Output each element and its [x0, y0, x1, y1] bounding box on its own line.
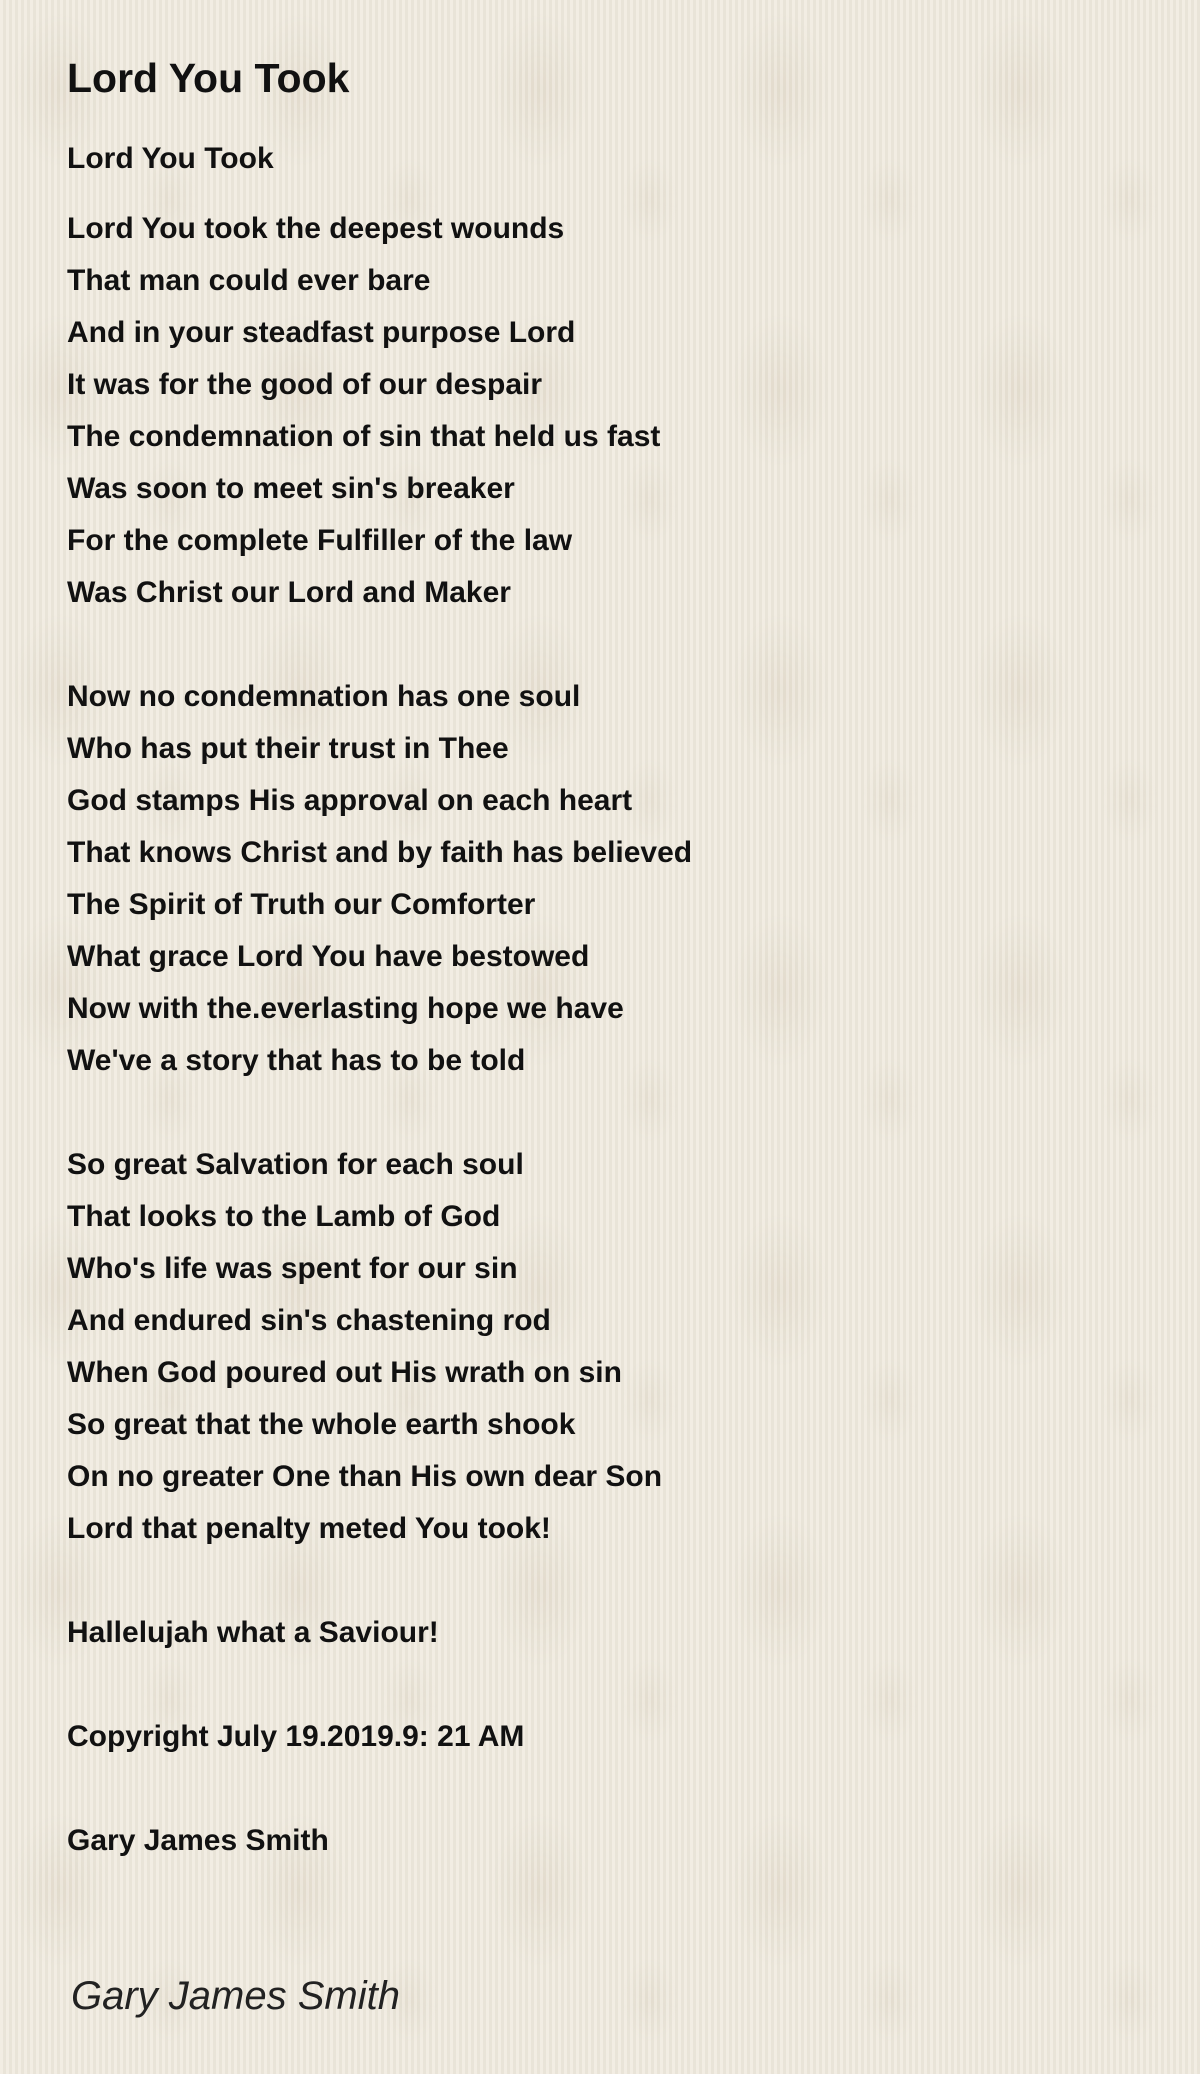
stanza-1 [67, 203, 1147, 619]
closing-exclamation [67, 1607, 1147, 1659]
poem-line: And endured sin's chastening rod [67, 1304, 551, 1337]
poem-subtitle: Lord You Took [67, 142, 274, 175]
stanza-3 [67, 1139, 1147, 1555]
copyright-text: Copyright July 19.2019.9: 21 AM [67, 1720, 525, 1753]
poem-line: So great Salvation for each soul [67, 1148, 524, 1181]
copyright-line [67, 1711, 1147, 1763]
poem-line: Was soon to meet sin's breaker [67, 472, 515, 505]
poem-line: What grace Lord You have bestowed [67, 940, 590, 973]
poem-line: Who's life was spent for our sin [67, 1252, 518, 1285]
poem-body [67, 142, 1147, 1867]
poem-line: Hallelujah what a Saviour! [67, 1616, 439, 1649]
poem-line: That looks to the Lamb of God [67, 1200, 501, 1233]
author-signature: Gary James Smith [71, 1974, 400, 2018]
poem-line: Lord that penalty meted You took! [67, 1512, 551, 1545]
poem-line: When God poured out His wrath on sin [67, 1356, 622, 1389]
poem-line: Now no condemnation has one soul [67, 680, 581, 713]
poem-line: Who has put their trust in Thee [67, 732, 509, 765]
poem-line: Was Christ our Lord and Maker [67, 576, 511, 609]
poem-line: The condemnation of sin that held us fast [67, 420, 661, 453]
poem-page [67, 50, 1147, 1919]
author-name: Gary James Smith [67, 1824, 329, 1857]
poem-line: We've a story that has to be told [67, 1044, 526, 1077]
stanza-2 [67, 671, 1147, 1087]
poem-line: God stamps His approval on each heart [67, 784, 633, 817]
author-line [67, 1815, 1147, 1867]
poem-line: Lord You took the deepest wounds [67, 212, 565, 245]
poem-line: That knows Christ and by faith has believed [67, 836, 693, 869]
poem-line: For the complete Fulfiller of the law [67, 524, 573, 557]
poem-line: That man could ever bare [67, 264, 431, 297]
poem-line: It was for the good of our despair [67, 368, 543, 401]
poem-title: Lord You Took [67, 55, 350, 101]
poem-line: On no greater One than His own dear Son [67, 1460, 663, 1493]
poem-line: So great that the whole earth shook [67, 1408, 576, 1441]
poem-line: The Spirit of Truth our Comforter [67, 888, 536, 921]
poem-line: Now with the.everlasting hope we have [67, 992, 624, 1025]
poem-line: And in your steadfast purpose Lord [67, 316, 576, 349]
